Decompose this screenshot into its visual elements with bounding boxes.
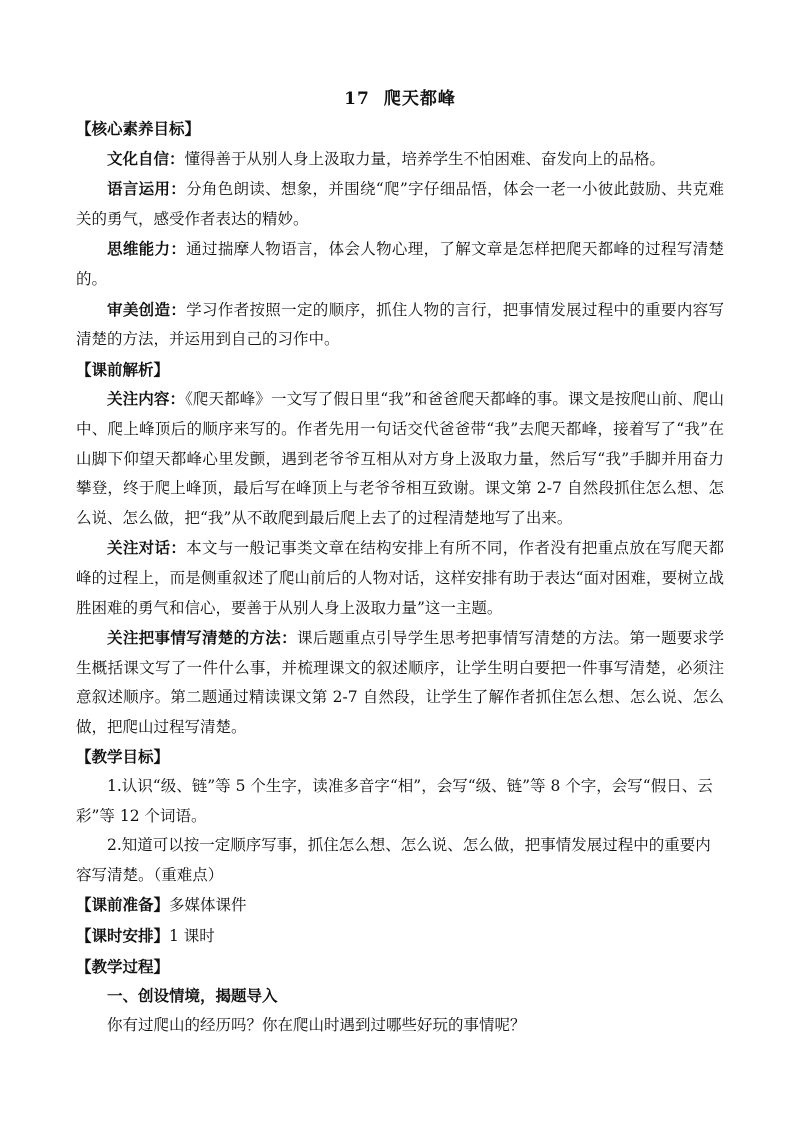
time-line bbox=[76, 921, 724, 952]
preparation-text: 多媒体课件 bbox=[169, 896, 247, 915]
heading-teaching-process: 【教学过程】 bbox=[76, 956, 170, 976]
core-goal-text: 分角色朗读、想象，并围绕“爬”字仔细品悟，体会一老一小彼此鼓励、共克难关的勇气，感受作者表达的精妙。 bbox=[76, 180, 724, 228]
core-goal-text: 懂得善于从别人身上汲取力量，培养学生不怕困难、奋发向上的品格。 bbox=[184, 149, 666, 168]
analysis-method bbox=[76, 623, 724, 742]
core-goal-text: 学习作者按照一定的顺序，抓住人物的言行，把事情发展过程中的重要内容写清楚的方法，并运用到自己的习作中。 bbox=[76, 300, 724, 349]
page-title bbox=[76, 84, 724, 114]
heading-core-goals: 【核心素养目标】 bbox=[76, 119, 201, 138]
teaching-goal-item: 1.认识“级、链”等 5 个生字，读准多音字“相”，会写“级、链”等 8 个字，会写“假日、云彩”等 12 个词语。 bbox=[76, 777, 713, 825]
analysis-dialogue bbox=[76, 533, 724, 623]
core-goal-language bbox=[76, 174, 724, 234]
analysis-label: 关注内容： bbox=[107, 389, 186, 409]
core-goal-label: 文化自信： bbox=[107, 148, 185, 168]
core-goal-label: 思维能力： bbox=[107, 239, 187, 259]
process-step-title: 一、创设情境，揭题导入 bbox=[107, 986, 278, 1006]
process-step-text: 你有过爬山的经历吗？你在爬山时遇到过哪些好玩的事情呢？ bbox=[107, 1015, 526, 1034]
analysis-label: 关注把事情写清楚的方法： bbox=[107, 628, 297, 648]
analysis-content bbox=[76, 384, 724, 533]
analysis-text: 《爬天都峰》一文写了假日里“我”和爸爸爬天都峰的事。课文是按爬山前、爬山中、爬上峰顶后的顺序来写的。作者先用一句话交代爸爸带“我”去爬天都峰，接着写了“我”在山脚下仰望天都峰心里发颤，遇到老爷爷互相从对方身上汲取力量，然后写“我”手脚并用奋力攀登，终于爬上峰顶，最后写在峰顶上与老爷爷相互致谢。课文第 2-7 自然段抓住怎么想、怎么说、怎么做，把“我”从不敢爬到最后爬上去了的过程清楚地写了出来。 bbox=[76, 390, 724, 527]
core-goal-thinking bbox=[76, 234, 724, 294]
core-goal-text: 通过揣摩人物语言，体会人物心理，了解文章是怎样把爬天都峰的过程写清楚的。 bbox=[76, 240, 724, 288]
heading-preparation: 【课前准备】 bbox=[76, 895, 170, 915]
analysis-text: 本文与一般记事类文章在结构安排上有所不同，作者没有把重点放在写爬天都峰的过程上，而是侧重叙述了爬山前后的人物对话，这样安排有助于表达“面对困难，要树立战胜困难的勇气和信心，要善于从别人身上汲取力量”这一主题。 bbox=[76, 539, 724, 617]
core-goal-culture bbox=[76, 144, 724, 175]
analysis-text: 课后题重点引导学生思考把事情写清楚的方法。第一题要求学生概括课文写了一件什么事，并梳理课文的叙述顺序，让学生明白要把一件事写清楚，必须注意叙述顺序。第二题通过精读课文第 2-7 自然段，让学生了解作者抓住怎么想、怎么说、怎么做，把爬山过程写清楚。 bbox=[76, 629, 724, 736]
teaching-goal-item: 2.知道可以按一定顺序写事，抓住怎么想、怎么说、怎么做，把事情发展过程中的重要内容写清楚。（重难点） bbox=[76, 836, 711, 884]
lesson-number: 17 bbox=[344, 89, 370, 109]
lesson-title: 爬天都峰 bbox=[383, 89, 456, 109]
core-goal-aesthetic bbox=[76, 295, 724, 355]
core-goal-label: 语言运用： bbox=[107, 179, 187, 199]
heading-pre-analysis: 【课前解析】 bbox=[76, 359, 170, 379]
core-goal-label: 审美创造： bbox=[107, 299, 187, 319]
document-body bbox=[76, 84, 724, 1040]
heading-teaching-goals: 【教学目标】 bbox=[76, 747, 170, 767]
schedule-text: 1 课时 bbox=[169, 927, 215, 946]
analysis-label: 关注对话： bbox=[107, 538, 187, 558]
heading-schedule: 【课时安排】 bbox=[76, 926, 170, 946]
prep-line bbox=[76, 890, 724, 921]
